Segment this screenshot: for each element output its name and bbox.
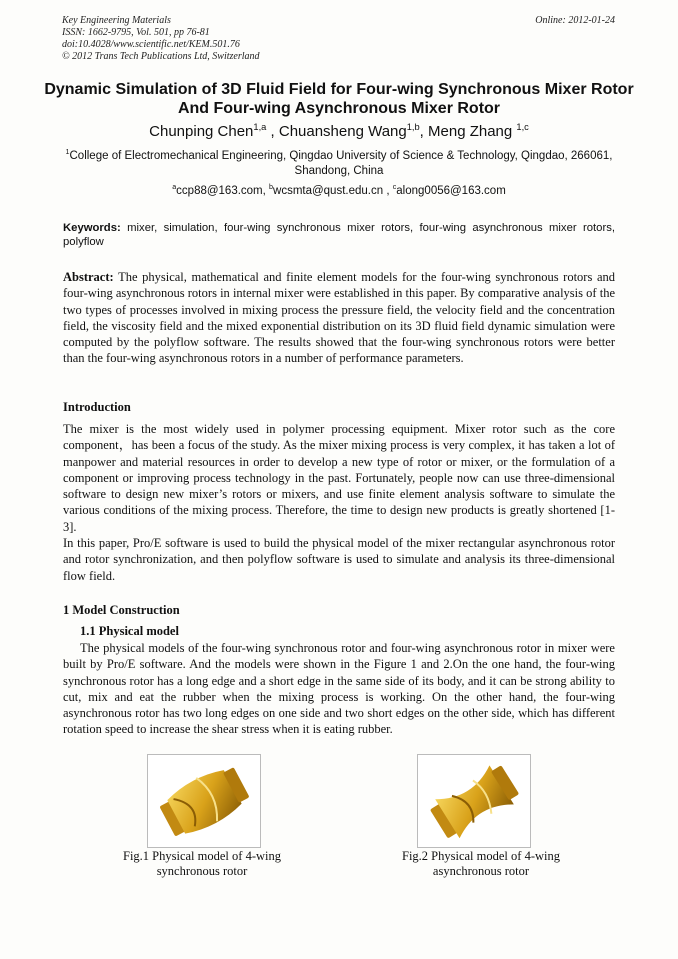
figure-2-caption	[381, 849, 581, 879]
author-name: Chuansheng Wang	[278, 123, 407, 140]
email-link[interactable]: along0056@163.com	[396, 185, 506, 197]
caption-line: synchronous rotor	[156, 864, 248, 878]
author-sup: 1,a	[253, 122, 267, 132]
abstract	[63, 269, 615, 367]
introduction-paragraph-1: The mixer is the most widely used in polymer processing equipment. Mixer rotor such as the core component，has been a focus of the study. As the mixer mixing process is very complex, it has taken a lot of manpower and material resources in order to develop a new type of rotor or mixer, or the formulation of a component or improving process technology in the past. Fortunately, people now can use three-dimensional software to design new mixer’s rotors or mixers, and use finite element analysis software to simulate the various conditions of the mixing process. Therefore, the time to design new products is greatly shortened [1-3].	[63, 422, 615, 534]
figure-2-asynchronous-rotor	[417, 754, 531, 848]
affiliation-text: College of Electromechanical Engineering, Qingdao University of Science & Technology, Qingdao, 266061, Shandong, China	[69, 150, 613, 177]
abstract-label: Abstract:	[63, 270, 114, 284]
affiliation	[62, 149, 616, 179]
caption-line: Fig.2 Physical model of 4-wing	[402, 849, 560, 863]
caption-line: Fig.1 Physical model of 4-wing	[123, 849, 281, 863]
issn-line: ISSN: 1662-9795, Vol. 501, pp 76-81	[62, 27, 210, 38]
author-emails: $^a$ccp88@163.com, $^b$wcsmta@qust.edu.cn , $^c$along0056@163.com	[172, 183, 506, 197]
author-sup: 1,b	[406, 122, 420, 132]
keywords-label: Keywords:	[63, 222, 121, 234]
author-sup: 1,c	[516, 122, 529, 132]
journal-header	[62, 15, 260, 63]
introduction-paragraph-2: In this paper, Pro/E software is used to build the physical model of the mixer rectangular asynchronous rotor and rotor synchronization, and then polyflow software is used to simulate and analysis its three-dimensional flow field.	[63, 536, 615, 583]
author-name: Meng Zhang	[428, 123, 513, 140]
figure-1-synchronous-rotor	[147, 754, 261, 848]
email-sup: b	[269, 183, 274, 192]
keywords	[63, 221, 615, 249]
introduction-heading: Introduction	[63, 400, 131, 414]
author-name: Chunping Chen	[149, 123, 254, 140]
email-link[interactable]: ccp88@163.com	[176, 185, 263, 197]
caption-line: asynchronous rotor	[432, 864, 530, 878]
paper-title: Dynamic Simulation of 3D Fluid Field for Four-wing Synchronous Mixer Rotor And Four-wing Asynchronous Mixer Rotor	[44, 81, 634, 117]
affiliation-sup: 1	[65, 148, 70, 157]
copyright-line: © 2012 Trans Tech Publications Ltd, Switzerland	[62, 51, 260, 62]
email-sup: c	[392, 183, 397, 192]
abstract-text: The physical, mathematical and finite element models for the four-wing synchronous rotors and four-wing asynchronous rotors in internal mixer were established in this paper. By comparative analysis of the two types of processes involved in mixing process the pressure field, the velocity field and the concentration field, the viscosity field and the mixed exponential distribution on its 3D fluid field dynamic simulation were computed by the polyflow software. The results showed that the four-wing synchronous rotors were better than the four-wing asynchronous rotors in a number of performance parameters.	[63, 270, 615, 366]
subsection-1-1-heading: 1.1 Physical model	[80, 624, 179, 638]
section-1-1-paragraph: The physical models of the four-wing synchronous rotor and four-wing asynchronous rotor in mixer were built by Pro/E software. And the models were shown in the Figure 1 and 2.On the one hand, the four-wing synchronous rotor has a long edge and a short edge in the same side of its body, and it can be strong ability to cut, mix and eat the rubber when the mixing process is working. On the other hand, the four-wing asynchronous rotor has two long edges on one side and two short edges on the other side, which has different rotation speed to increase the shear stress when it is eating rubber.	[63, 641, 615, 737]
keywords-text: mixer, simulation, four-wing synchronous mixer rotors, four-wing asynchronous mixer rotors, polyflow	[63, 222, 615, 248]
section-1-heading: 1 Model Construction	[63, 603, 180, 617]
figure-1-caption	[102, 849, 302, 879]
author-list: Chunping Chen$^{1,a}$ , Chuansheng Wang$^{1,b}$, Meng Zhang $^{1,c}$	[149, 122, 529, 140]
rotor-image	[418, 755, 530, 847]
doi-line: doi:10.4028/www.scientific.net/KEM.501.76	[62, 39, 240, 50]
email-link[interactable]: wcsmta@qust.edu.cn	[273, 185, 384, 197]
email-sup: a	[172, 183, 177, 192]
journal-name: Key Engineering Materials	[62, 15, 171, 26]
rotor-image	[148, 755, 260, 847]
online-date: Online: 2012-01-24	[535, 15, 615, 26]
